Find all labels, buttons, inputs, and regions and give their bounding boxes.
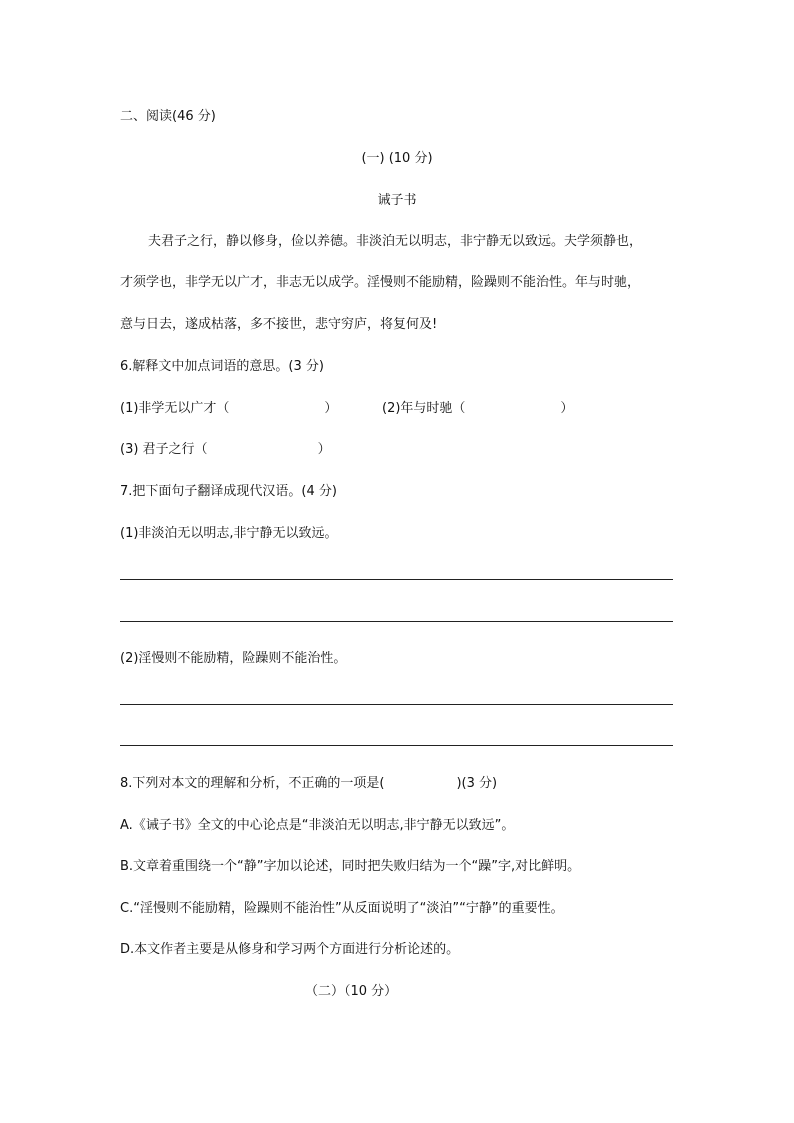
answer-line-4[interactable] xyxy=(120,745,673,746)
question-7-stem: 7.把下面句子翻译成现代汉语。(4 分) xyxy=(120,484,337,499)
option-d: D.本文作者主要是从修身和学习两个方面进行分析论述的。 xyxy=(120,942,460,957)
question-6-item-3 xyxy=(120,441,331,459)
part2-heading: （二）（10 分） xyxy=(305,984,398,999)
option-c: C.“淫慢则不能励精，险躁则不能治性”从反面说明了“淡泊”“宁静”的重要性。 xyxy=(120,901,564,916)
option-a: A.《诫子书》全文的中心论点是“非淡泊无以明志,非宁静无以致远”。 xyxy=(120,818,515,833)
question-6-stem: 6.解释文中加点词语的意思。(3 分) xyxy=(120,359,324,374)
q8-stem-before: 8.下列对本文的理解和分析，不正确的一项是( xyxy=(120,776,385,791)
item-2-close: ） xyxy=(560,401,574,416)
answer-line-2[interactable] xyxy=(120,621,673,622)
answer-line-1[interactable] xyxy=(120,579,673,580)
question-6-item-1 xyxy=(120,400,337,418)
option-b: B.文章着重围绕一个“静”字加以论述，同时把失败归结为一个“躁”字,对比鲜明。 xyxy=(120,859,581,874)
question-8-stem xyxy=(120,775,497,793)
item-3-label: (3) 君子之行（ xyxy=(120,442,208,457)
question-7-sub-2: (2)淫慢则不能励精，险躁则不能治性。 xyxy=(120,651,347,666)
q8-stem-after: )(3 分) xyxy=(456,776,498,791)
section-title: 二、阅读(46 分) xyxy=(120,109,216,124)
answer-line-3[interactable] xyxy=(120,704,673,705)
question-6-item-2 xyxy=(382,400,573,418)
passage-line-3: 意与日去，遂成枯落，多不接世，悲守穷庐，将复何及! xyxy=(120,317,438,332)
passage-line-1: 夫君子之行，静以修身，俭以养德。非淡泊无以明志，非宁静无以致远。夫学须静也， xyxy=(148,234,643,249)
item-2-label: (2)年与时驰（ xyxy=(382,401,466,416)
passage-line-2: 才须学也，非学无以广才，非志无以成学。淫慢则不能励精，险躁则不能治性。年与时驰， xyxy=(120,275,641,290)
item-1-label: (1)非学无以广才（ xyxy=(120,401,230,416)
item-3-close: ） xyxy=(317,442,331,457)
question-7-sub-1: (1)非淡泊无以明志,非宁静无以致远。 xyxy=(120,526,338,541)
part1-heading: (一) (10 分) xyxy=(361,151,433,166)
item-1-close: ） xyxy=(324,401,338,416)
passage-title: 诫子书 xyxy=(377,193,417,208)
